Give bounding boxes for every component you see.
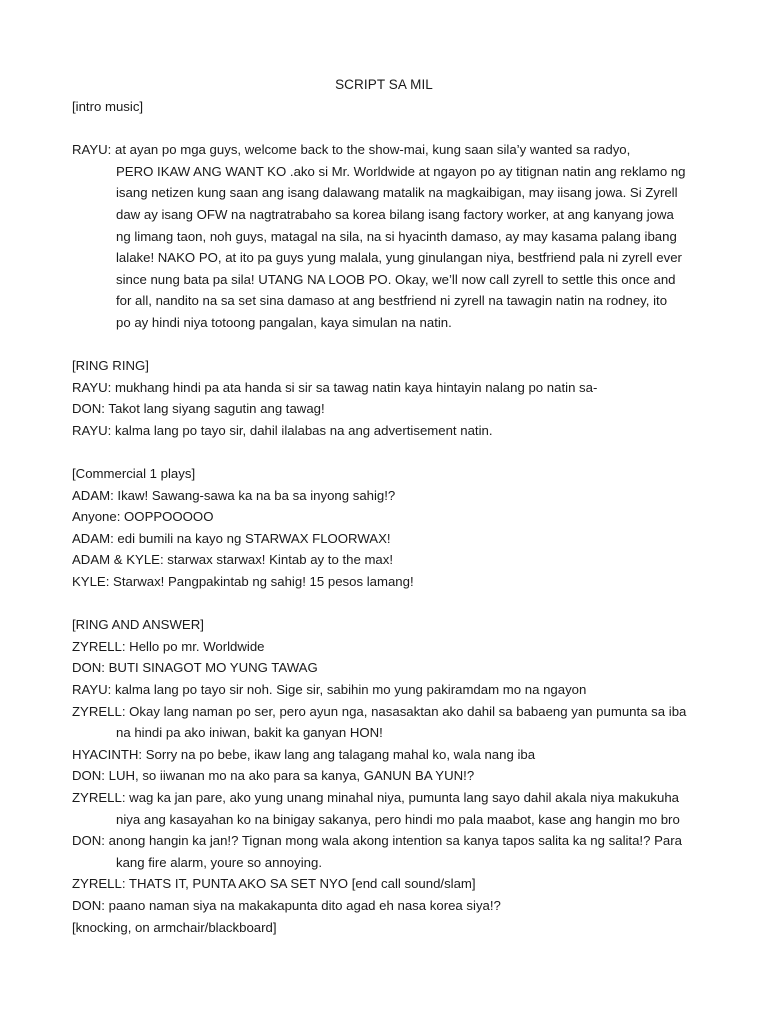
script-line: [RING AND ANSWER] bbox=[72, 617, 204, 633]
script-line: RAYU: mukhang hindi pa ata handa si sir sa tawag natin kaya hintayin nalang po natin sa- bbox=[72, 379, 598, 395]
blank-line bbox=[72, 593, 692, 615]
script-line-continuation: since nung bata pa sila! UTANG NA LOOB PO. Okay, we’ll now call zyrell to settle this once and bbox=[116, 271, 676, 287]
script-line: KYLE: Starwax! Pangpakintab ng sahig! 15 pesos lamang! bbox=[72, 574, 414, 590]
blank-line bbox=[72, 334, 692, 356]
script-body bbox=[72, 96, 692, 938]
script-line: [intro music] bbox=[72, 99, 144, 114]
script-line-continuation: PERO IKAW ANG WANT KO .ako si Mr. Worldwide at ngayon po ay titignan natin ang reklamo ng bbox=[116, 163, 686, 179]
script-line-continuation: ng limang taon, noh guys, matagal na sila, na si hyacinth damaso, ay may kasama palang ibang bbox=[116, 228, 677, 244]
script-line: HYACINTH: Sorry na po bebe, ikaw lang ang talagang mahal ko, wala nang iba bbox=[72, 746, 536, 762]
script-line: ADAM & KYLE: starwax starwax! Kintab ay to the max! bbox=[72, 552, 394, 568]
script-line-continuation: lalake! NAKO PO, at ito pa guys yung malala, yung ginulangan niya, bestfriend pala ni zyrell ever bbox=[116, 250, 682, 266]
script-line: DON: anong hangin ka jan!? Tignan mong wala akong intention sa kanya tapos salita ka ng salita!? Para bbox=[72, 833, 682, 849]
script-line-continuation: daw ay isang OFW na nagtratrabaho sa korea bilang isang factory worker, at ang kanyang jowa bbox=[116, 206, 674, 222]
script-line: ZYRELL: wag ka jan pare, ako yung unang minahal niya, pumunta lang sayo dahil akala niya makukuha bbox=[72, 790, 680, 805]
script-line: [Commercial 1 plays] bbox=[72, 466, 196, 482]
script-title: SCRIPT SA MIL bbox=[335, 77, 433, 92]
script-line: ZYRELL: Okay lang naman po ser, pero ayun nga, nasasaktan ako dahil sa babaeng yan pumunta sa iba bbox=[72, 703, 687, 719]
blank-line bbox=[72, 118, 692, 140]
script-line: [RING RING] bbox=[72, 358, 149, 374]
script-line: DON: paano naman siya na makakapunta dito agad eh nasa korea siya!? bbox=[72, 897, 501, 913]
script-line: ZYRELL: Hello po mr. Worldwide bbox=[72, 638, 265, 654]
script-line: ZYRELL: THATS IT, PUNTA AKO SA SET NYO [end call sound/slam] bbox=[72, 876, 476, 892]
script-line: Anyone: OOPPOOOOO bbox=[72, 509, 214, 525]
script-line-continuation: for all, nandito na sa set sina damaso at ang bestfriend ni zyrell na tawagin natin na rodney, ito bbox=[116, 293, 668, 309]
script-line: [knocking, on armchair/blackboard] bbox=[72, 919, 277, 935]
script-line: DON: BUTI SINAGOT MO YUNG TAWAG bbox=[72, 660, 318, 676]
script-line-continuation: kang fire alarm, youre so annoying. bbox=[116, 854, 322, 870]
script-line: DON: LUH, so iiwanan mo na ako para sa kanya, GANUN BA YUN!? bbox=[72, 768, 475, 784]
script-line-continuation: na hindi pa ako iniwan, bakit ka ganyan HON! bbox=[116, 725, 383, 741]
script-line: RAYU: kalma lang po tayo sir noh. Sige sir, sabihin mo yung pakiramdam mo na ngayon bbox=[72, 682, 587, 698]
script-line-continuation: po ay hindi niya totoong pangalan, kaya simulan na natin. bbox=[116, 314, 452, 330]
script-line: RAYU: at ayan po mga guys, welcome back to the show-mai, kung saan sila’y wanted sa radyo, bbox=[72, 142, 631, 158]
script-line: DON: Takot lang siyang sagutin ang tawag! bbox=[72, 401, 325, 417]
script-line: RAYU: kalma lang po tayo sir, dahil ilalabas na ang advertisement natin. bbox=[72, 422, 493, 438]
script-line: ADAM: Ikaw! Sawang-sawa ka na ba sa inyong sahig!? bbox=[72, 487, 396, 503]
blank-line bbox=[72, 442, 692, 464]
script-line-continuation: niya ang kasayahan ko na binigay sakanya, pero hindi mo pala maabot, kase ang hangin mo bro bbox=[116, 811, 680, 827]
script-line-continuation: isang netizen kung saan ang isang dalawang matalik na magkaibigan, may iisang jowa. Si Zyrell bbox=[116, 185, 678, 201]
script-line: ADAM: edi bumili na kayo ng STARWAX FLOORWAX! bbox=[72, 530, 391, 546]
